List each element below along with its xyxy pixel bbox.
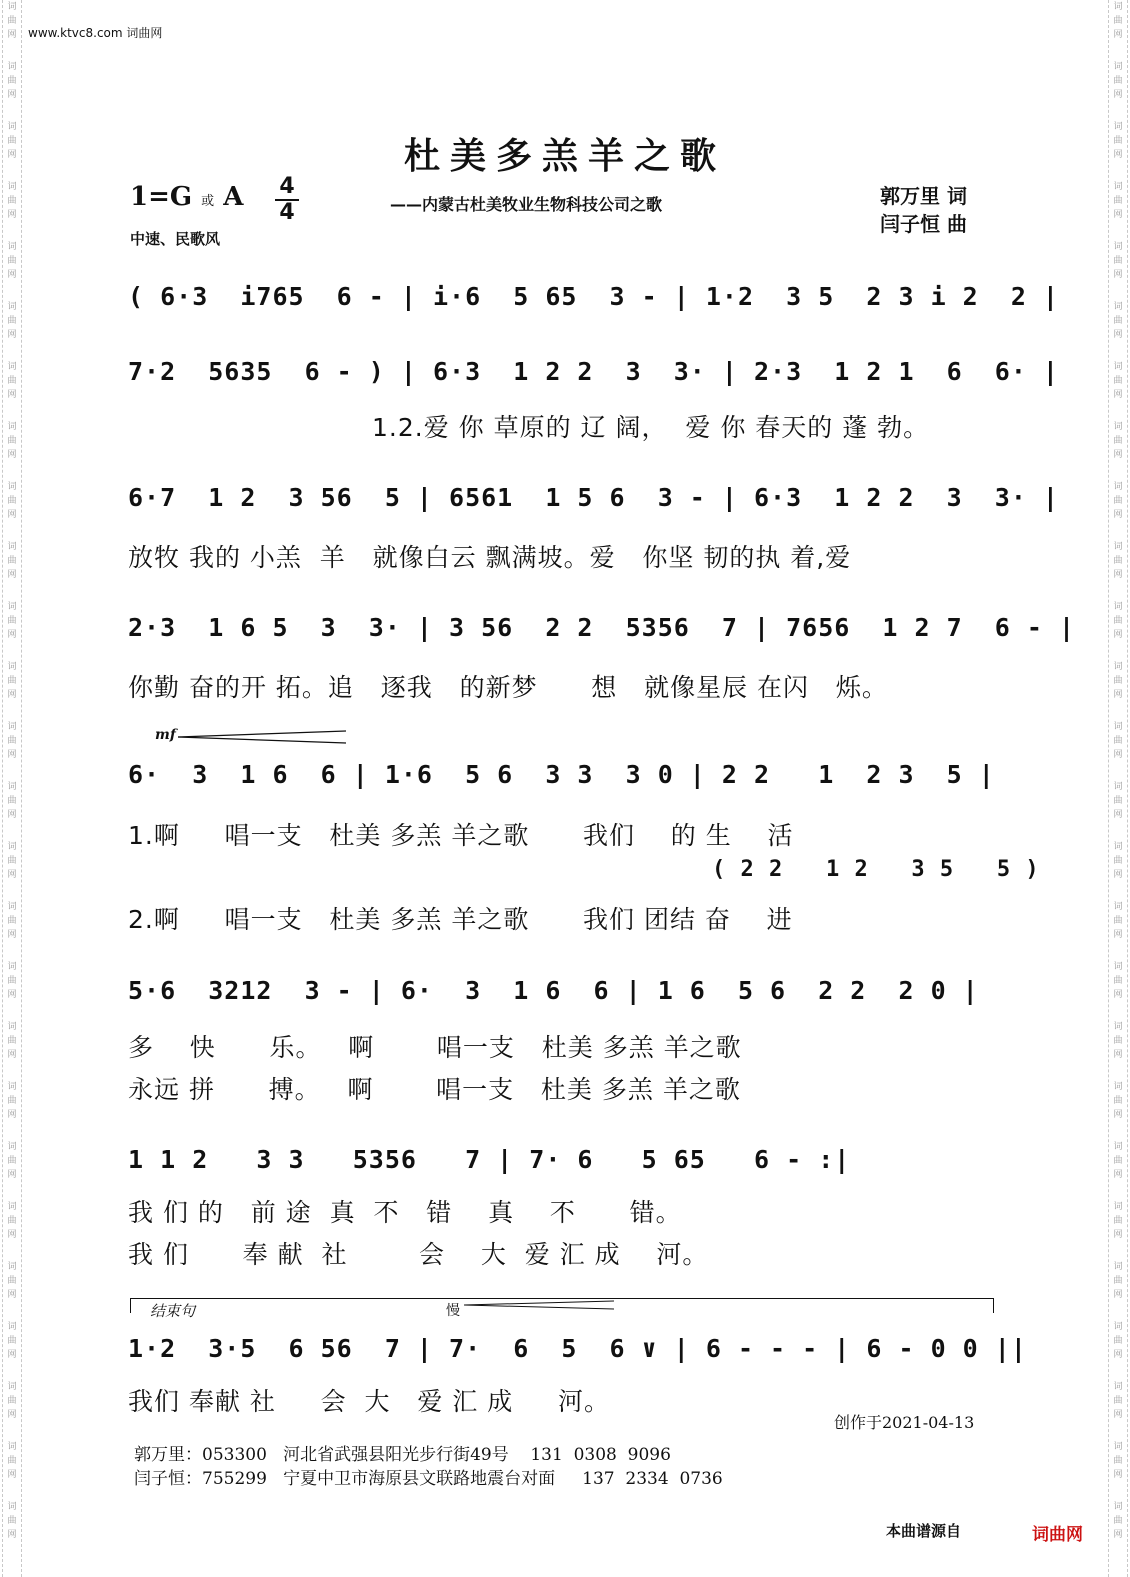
lyrics-line-8: 我们 奉献 社 会 大 爱 汇 成 河。 — [128, 1387, 610, 1416]
side-watermark-text: 词 曲 网 — [7, 302, 17, 340]
side-watermark-text: 词 曲 网 — [1113, 962, 1123, 1000]
key-or: 或 — [201, 194, 215, 209]
side-watermark-text: 词 曲 网 — [7, 902, 17, 940]
key-alt: A — [223, 182, 244, 212]
side-watermark-text: 词 曲 网 — [7, 362, 17, 400]
right-watermark-strip — [1108, 0, 1128, 1577]
interlude-notes: ( 2 2 1 2 3 5 5 ) — [712, 857, 1040, 882]
lyrics-line-4: 你勤 奋的开 拓。追 逐我 的新梦 想 就像星辰 在闪 烁。 — [128, 673, 888, 702]
slow-hairpin — [464, 1300, 614, 1310]
brand-logo-text[interactable]: 词曲网 — [1032, 1525, 1083, 1545]
side-watermark-text: 词 曲 网 — [7, 962, 17, 1000]
side-watermark-text: 词 曲 网 — [1113, 1322, 1123, 1360]
side-watermark-text: 词 曲 网 — [1113, 122, 1123, 160]
side-watermark-text: 词 曲 网 — [7, 182, 17, 220]
side-watermark-text: 词 曲 网 — [7, 1322, 17, 1360]
side-watermark-text: 词 曲 网 — [7, 1382, 17, 1420]
song-subtitle: ——内蒙古杜美牧业生物科技公司之歌 — [390, 195, 663, 214]
side-watermark-text: 词 曲 网 — [1113, 2, 1123, 40]
side-watermark-text: 词 曲 网 — [7, 122, 17, 160]
lyrics-line-5-verse-1: 1.啊 唱一支 杜美 多羔 羊之歌 我们 的 生 活 — [128, 821, 794, 850]
composer-address: 闫子恒：755299 宁夏中卫市海原县文联路地震台对面 137 2334 0736 — [134, 1469, 723, 1489]
lyricist-address: 郭万里：053300 河北省武强县阳光步行街49号 131 0308 9096 — [134, 1445, 671, 1465]
side-watermark-text: 词 曲 网 — [1113, 62, 1123, 100]
side-watermark-text: 词 曲 网 — [7, 422, 17, 460]
dynamic-mf: mf — [155, 727, 176, 743]
time-signature — [275, 176, 299, 224]
side-watermark-text: 词 曲 网 — [7, 722, 17, 760]
notation-line-8: 1·2 3·5 6 56 7 | 7· 6 5 6 ∨ | 6 - - - | 6 - 0 0 || — [128, 1334, 1027, 1363]
lyrics-line-7-verse-1: 我 们 的 前 途 真 不 错 真 不 错。 — [128, 1198, 682, 1227]
side-watermark-text: 词 曲 网 — [7, 62, 17, 100]
notation-line-7: 1 1 2 3 3 5356 7 | 7· 6 5 65 6 - :| — [128, 1145, 851, 1174]
side-watermark-text: 词 曲 网 — [1113, 1142, 1123, 1180]
side-watermark-text: 词 曲 网 — [7, 482, 17, 520]
side-watermark-text: 词 曲 网 — [1113, 1202, 1123, 1240]
side-watermark-text: 词 曲 网 — [7, 1022, 17, 1060]
notation-line-4: 2·3 1 6 5 3 3· | 3 56 2 2 5356 7 | 7656 1 2 7 6 - | — [128, 613, 1076, 642]
key-prefix: 1=G — [130, 182, 193, 212]
composer-credit: 闫子恒 曲 — [880, 212, 967, 236]
side-watermark-text: 词 曲 网 — [1113, 482, 1123, 520]
key-signature — [130, 182, 243, 212]
lyrics-line-7-verse-2: 我 们 奉 献 社 会 大 爱 汇 成 河。 — [128, 1240, 709, 1269]
side-watermark-text: 词 曲 网 — [7, 1262, 17, 1300]
notation-line-3: 6·7 1 2 3 56 5 | 6561 1 5 6 3 - | 6·3 1 2 2 3 3· | — [128, 483, 1059, 512]
side-watermark-text: 词 曲 网 — [1113, 242, 1123, 280]
left-watermark-strip — [2, 0, 22, 1577]
side-watermark-text: 词 曲 网 — [1113, 422, 1123, 460]
side-watermark-text: 词 曲 网 — [1113, 1442, 1123, 1480]
side-watermark-text: 词 曲 网 — [7, 662, 17, 700]
side-watermark-text: 词 曲 网 — [1113, 662, 1123, 700]
side-watermark-text: 词 曲 网 — [7, 242, 17, 280]
site-watermark: www.ktvc8.com 词曲网 — [28, 26, 163, 40]
side-watermark-text: 词 曲 网 — [1113, 302, 1123, 340]
slow-marking: 慢 — [446, 1303, 460, 1319]
side-watermark-text: 词 曲 网 — [7, 1142, 17, 1180]
side-watermark-text: 词 曲 网 — [1113, 602, 1123, 640]
side-watermark-text: 词 曲 网 — [7, 1082, 17, 1120]
lyrics-line-6-verse-2: 永远 拼 搏。 啊 唱一支 杜美 多羔 羊之歌 — [128, 1075, 741, 1104]
song-title: 杜美多羔羊之歌 — [403, 135, 726, 177]
side-watermark-text: 词 曲 网 — [1113, 842, 1123, 880]
lyrics-line-6-verse-1: 多 快 乐。 啊 唱一支 杜美 多羔 羊之歌 — [128, 1033, 742, 1062]
side-watermark-text: 词 曲 网 — [1113, 1382, 1123, 1420]
side-watermark-text: 词 曲 网 — [7, 1502, 17, 1540]
side-watermark-text: 词 曲 网 — [1113, 182, 1123, 220]
creation-date: 创作于2021-04-13 — [834, 1413, 975, 1432]
side-watermark-text: 词 曲 网 — [7, 542, 17, 580]
tempo-marking: 中速、民歌风 — [130, 230, 221, 248]
side-watermark-text: 词 曲 网 — [1113, 1502, 1123, 1540]
side-watermark-text: 词 曲 网 — [1113, 782, 1123, 820]
side-watermark-text: 词 曲 网 — [7, 1202, 17, 1240]
source-label: 本曲谱源自 — [886, 1522, 962, 1540]
side-watermark-text: 词 曲 网 — [1113, 362, 1123, 400]
lyrics-line-2: 1.2.爱 你 草原的 辽 阔， 爱 你 春天的 蓬 勃。 — [372, 413, 930, 442]
side-watermark-text: 词 曲 网 — [7, 2, 17, 40]
ending-label: 结束句 — [150, 1302, 196, 1320]
side-watermark-text: 词 曲 网 — [1113, 542, 1123, 580]
lyrics-line-3: 放牧 我的 小羔 羊 就像白云 飘满坡。爱 你坚 韧的执 着,爱 — [128, 543, 852, 572]
side-watermark-text: 词 曲 网 — [7, 602, 17, 640]
side-watermark-text: 词 曲 网 — [1113, 1022, 1123, 1060]
crescendo-hairpin — [178, 730, 346, 744]
side-watermark-text: 词 曲 网 — [1113, 722, 1123, 760]
side-watermark-text: 词 曲 网 — [7, 842, 17, 880]
side-watermark-text: 词 曲 网 — [1113, 1262, 1123, 1300]
time-bottom: 4 — [279, 200, 295, 225]
side-watermark-text: 词 曲 网 — [7, 782, 17, 820]
lyrics-line-5-verse-2: 2.啊 唱一支 杜美 多羔 羊之歌 我们 团结 奋 进 — [128, 905, 793, 934]
notation-line-1: ( 6·3 i765 6 - | i·6 5 65 3 - | 1·2 3 5 2 3 i 2 2 | — [128, 282, 1059, 311]
time-top: 4 — [279, 174, 295, 199]
notation-line-5: 6· 3 1 6 6 | 1·6 5 6 3 3 3 0 | 2 2 1 2 3 5 | — [128, 760, 995, 789]
lyricist-credit: 郭万里 词 — [880, 184, 967, 208]
notation-line-2: 7·2 5635 6 - ) | 6·3 1 2 2 3 3· | 2·3 1 2 1 6 6· | — [128, 357, 1059, 386]
side-watermark-text: 词 曲 网 — [1113, 1082, 1123, 1120]
side-watermark-text: 词 曲 网 — [1113, 902, 1123, 940]
notation-line-6: 5·6 3212 3 - | 6· 3 1 6 6 | 1 6 5 6 2 2 2 0 | — [128, 976, 979, 1005]
side-watermark-text: 词 曲 网 — [7, 1442, 17, 1480]
